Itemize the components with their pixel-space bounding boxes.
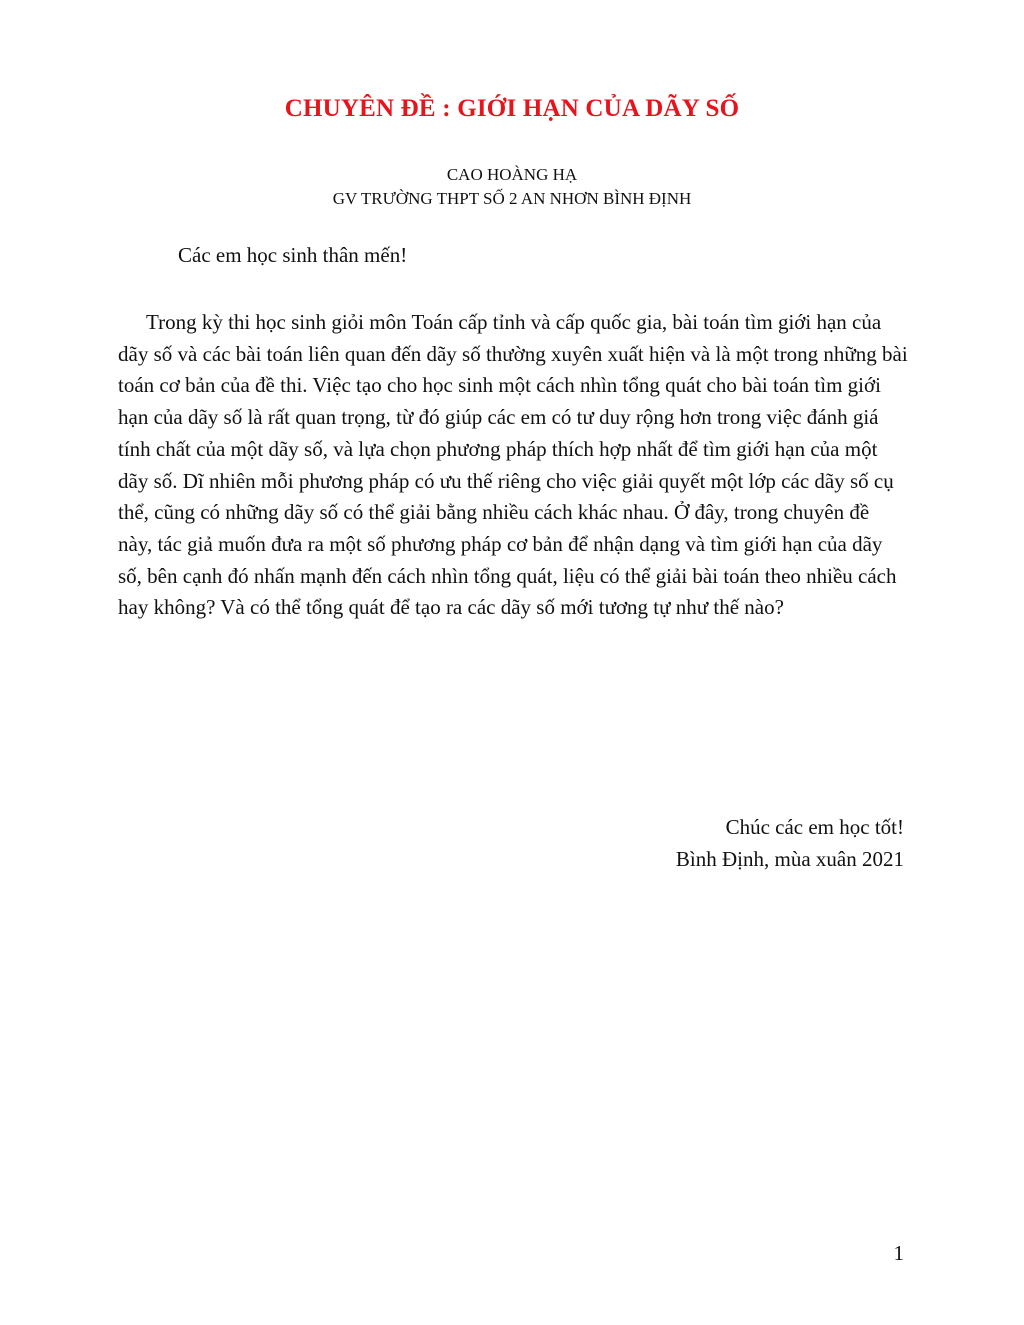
greeting: Các em học sinh thân mến! [178,243,408,267]
author-affiliation: GV TRƯỜNG THPT SỐ 2 AN NHƠN BÌNH ĐỊNH [332,189,692,208]
author-name: CAO HOÀNG HẠ [446,165,578,184]
closing-place-date: Bình Định, mùa xuân 2021 [675,847,904,871]
body-paragraph: Trong kỳ thi học sinh giỏi môn Toán cấp tỉnh và cấp quốc gia, bài toán tìm giới hạn của dãy số và các bài toán liên quan đến dãy số thường xuyên xuất hiện và là một trong những bài toán cơ bản của đề thi. Việc tạo cho học sinh một cách nhìn tổng quát cho bài toán tìm giới hạn của dãy số là rất quan trọng, từ đó giúp các em có tư duy rộng hơn trong việc đánh giá tính chất của một dãy số, và lựa chọn phương pháp thích hợp nhất để tìm giới hạn của một dãy số. Dĩ nhiên mỗi phương pháp có ưu thế riêng cho việc giải quyết một lớp các dãy số cụ thể, cũng có những dãy số có thể giải bằng nhiều cách khác nhau. Ở đây, trong chuyên đề này, tác giả muốn đưa ra một số phương pháp cơ bản để nhận dạng và tìm giới hạn của dãy số, bên cạnh đó nhấn mạnh đến cách nhìn tổng quát, liệu có thể giải bài toán theo nhiều cách hay không? Và có thể tổng quát để tạo ra các dãy số mới tương tự như thế nào? [118,310,908,620]
document-title: CHUYÊN ĐỀ : GIỚI HẠN CỦA DÃY SỐ [284,95,740,122]
author-block [0,163,1024,211]
closing-block [676,811,904,875]
closing-wish: Chúc các em học tốt! [725,815,904,839]
page-number: 1 [893,1241,904,1265]
